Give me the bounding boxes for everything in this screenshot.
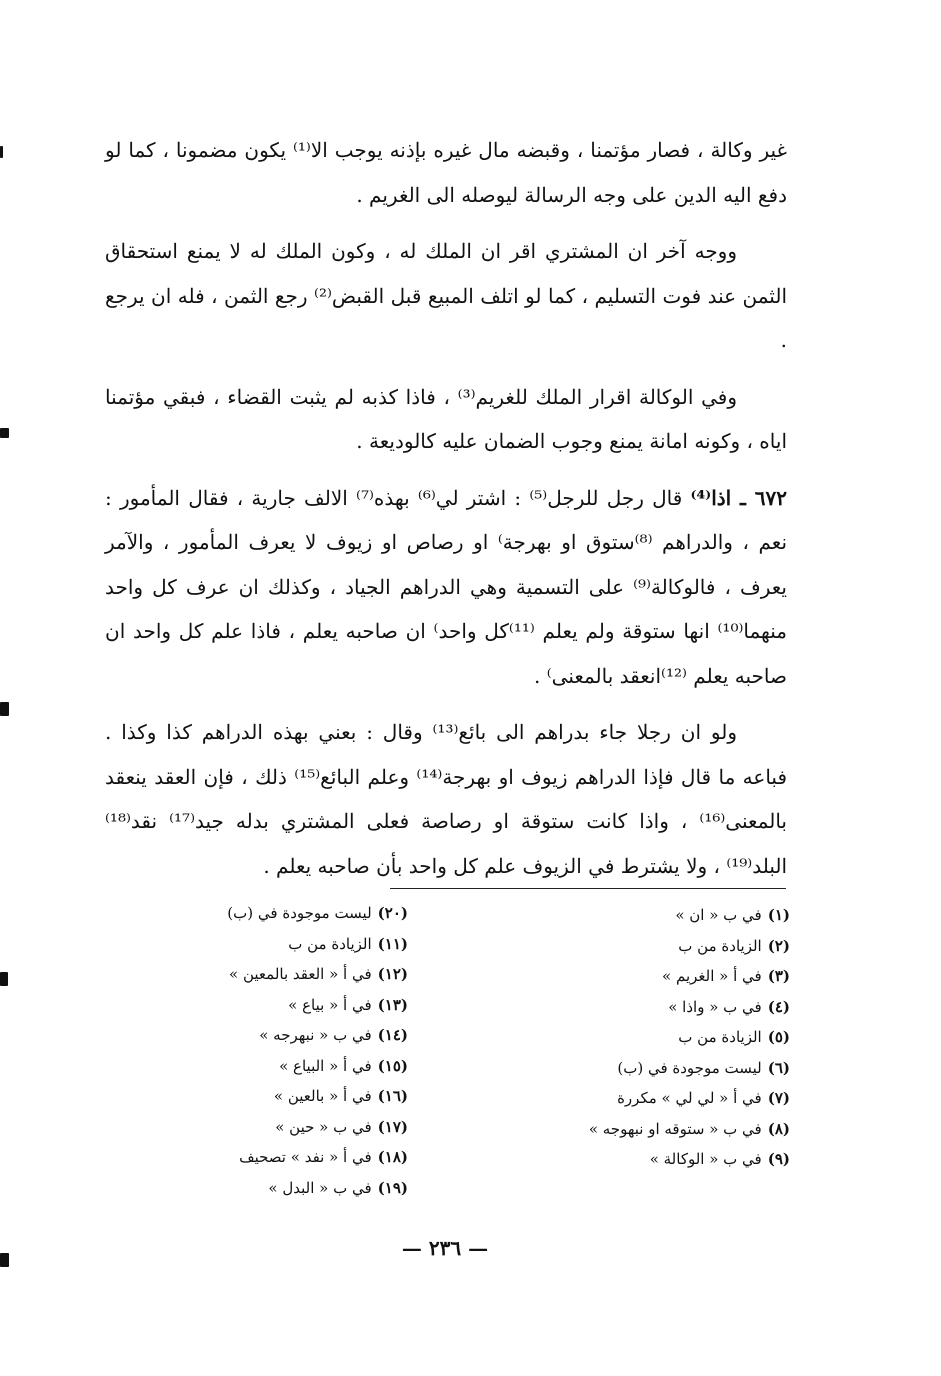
main-text <box>105 128 787 900</box>
footnote-1: (١)في ب « ان » <box>675 906 790 924</box>
footnote-7: (٧)في أ « لي لي » مكررة <box>617 1089 790 1107</box>
footnote-14: (١٤)في ب « نبهرجه » <box>259 1026 408 1044</box>
footnote-11: (١١)الزيادة من ب <box>288 934 408 953</box>
footnote-6: (٦)ليست موجودة في (ب) <box>617 1058 790 1077</box>
paragraph-1: غير وكالة ، فصار مؤتمنا ، وقبضه مال غيره بإذنه يوجب الا⁽¹⁾ يكون مضمونا ، كما لو دفع اليه الدين على وجه الرسالة ليوصله الى الغريم . <box>105 138 787 207</box>
footnote-divider <box>390 888 786 889</box>
footnote-8: (٨)في ب « ستوقه او نبهوجه » <box>588 1119 790 1138</box>
footnote-19: (١٩)في ب « البدل » <box>268 1178 408 1197</box>
footnote-12: (١٢)في أ « العقد بالمعين » <box>229 965 408 983</box>
scan-edge-mark <box>0 972 8 986</box>
page-number: — ٢٣٦ — <box>401 1236 489 1260</box>
scan-edge-mark <box>0 1253 9 1267</box>
footnote-5: (٥)الزيادة من ب <box>678 1028 790 1046</box>
footnote-2: (٢)الزيادة من ب <box>678 936 790 955</box>
footnote-17: (١٧)في ب « حين » <box>275 1117 408 1136</box>
paragraph-5: ولو ان رجلا جاء بدراهم الى بائع⁽¹³⁾ وقال : بعني بهذه الدراهم كذا وكذا . فباعه ما قال فإذا الدراهم زيوف او بهرجة⁽¹⁴⁾ وعلم البائع⁽¹⁵⁾ ذلك ، فإن العقد ينعقد بالمعنى⁽¹⁶⁾ ، واذا كانت ستوقة او رصاصة فعلى المشتري بدله جيد⁽¹⁷⁾ نقد⁽¹⁸⁾ البلد⁽¹⁹⁾ ، ولا يشترط في الزيوف علم كل واحد بأن صاحبه يعلم . <box>105 720 788 878</box>
footnotes-left-column <box>150 898 408 1203</box>
footnote-15: (١٥)في أ « البياع » <box>279 1056 408 1075</box>
paragraph-4 <box>105 476 787 699</box>
paragraph-2: ووجه آخر ان المشتري اقر ان الملك له ، وكون الملك له لا يمنع استحقاق الثمن عند فوت التسليم ، كما لو اتلف المبيع قبل القبض⁽²⁾ رجع الثمن ، فله ان يرجع . <box>105 239 787 352</box>
footnote-18: (١٨)في أ « نفد » تصحيف <box>239 1148 408 1166</box>
footnote-9: (٩)في ب « الوكالة » <box>649 1150 790 1168</box>
section-number: ٦٧٢ ـ اذا⁽⁴⁾ <box>690 485 787 510</box>
scan-edge-mark <box>0 146 3 158</box>
scan-edge-mark <box>0 702 9 716</box>
footnote-13: (١٣)في أ « بياع » <box>288 995 408 1014</box>
footnote-10: (٢٠)ليست موجودة في (ب) <box>227 904 408 922</box>
paragraph-4-text: قال رجل للرجل⁽⁵⁾ : اشتر لي⁽⁶⁾ بهذه⁽⁷⁾ الالف جارية ، فقال المأمور : نعم ، والدراهم ⁽⁸⁾ستوق او بهرجة⁾ او رصاص او زيوف لا يعرف المأمور ، والآمر يعرف ، فالوكالة⁽⁹⁾ على التسمية وهي الدراهم الجياد ، وكذلك ان عرف كل واحد منهما⁽¹⁰⁾ انها ستوقة ولم يعلم ⁽¹¹⁾كل واحد⁾ ان صاحبه يعلم ، فاذا علم كل واحد ان صاحبه يعلم ⁽¹²⁾انعقد بالمعنى⁾ . <box>105 485 788 688</box>
paragraph-3: وفي الوكالة اقرار الملك للغريم⁽³⁾ ، فاذا كذبه لم يثبت القضاء ، فبقي مؤتمنا اياه ، وكونه امانة يمنع وجوب الضمان عليه كالوديعة . <box>105 384 787 453</box>
scan-edge-mark <box>0 428 9 438</box>
footnotes-right-column <box>520 900 790 1175</box>
footnote-16: (١٦)في أ « بالعين » <box>273 1087 408 1105</box>
footnote-4: (٤)في ب « واذا » <box>668 997 790 1016</box>
footnote-3: (٣)في أ « الغريم » <box>662 967 790 985</box>
